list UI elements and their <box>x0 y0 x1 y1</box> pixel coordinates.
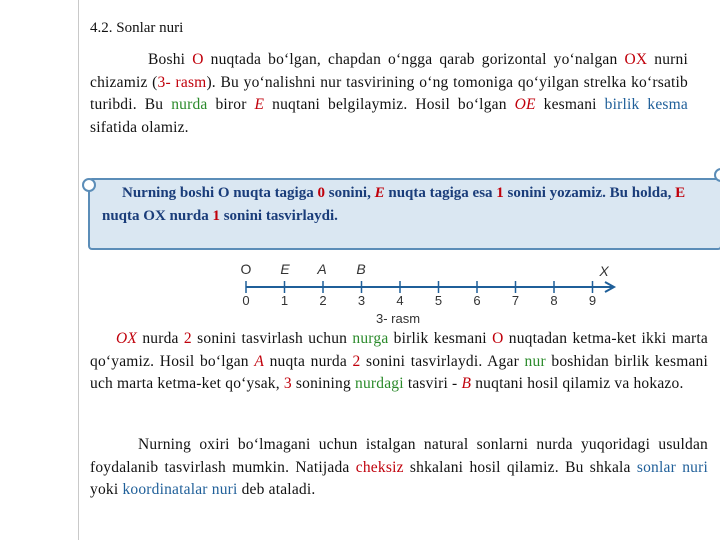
tick-label: 2 <box>319 293 327 308</box>
paragraph-intro: Boshi O nuqtada bo‘lgan, chapdan o‘ngga qarab gorizontal yo‘nalgan OX nurni chizamiz (3- rasm). Bu yo‘nalishni nur tasvirining o‘ng tomoniga qo‘yilgan strelka ko‘rsatib turibdi. Bu nurda biror E nuqtani belgilaymiz. Hosil bo‘lgan OE kesmani birlik kesma sifatida olamiz. <box>90 51 688 136</box>
scroll-curl-decoration <box>82 178 96 192</box>
tick-label: 7 <box>511 293 520 308</box>
margin-line <box>78 0 79 540</box>
tick-label: 8 <box>550 293 558 308</box>
point-label-O: O <box>240 261 252 277</box>
section-heading: 4.2. Sonlar nuri <box>90 20 184 36</box>
paragraph-representation: OX nurda 2 sonini tasvirlash uchun nurga birlik kesmani O nuqtadan ketma-ket ikki marta qo‘yamiz. Hosil bo‘lgan A nuqta nurda 2 sonini tasvirlaydi. Agar nur boshidan birlik kesmani uch marta ketma-ket qo‘ysak, 3 sonining nurdagi tasviri - B nuqtani hosil qilamiz va hokazo. <box>90 330 709 392</box>
point-label-B: B <box>356 261 366 277</box>
definition-text: Nurning boshi O nuqta tagiga 0 sonini, E nuqta tagiga esa 1 sonini yozamiz. Bu holda, E nuqta OX nurda 1 sonini tasvirlaydi. <box>102 185 686 224</box>
number-ray-figure <box>228 255 628 330</box>
figure-caption: 3- rasm <box>375 311 421 326</box>
tick-label: 4 <box>396 293 404 308</box>
paragraph-conclusion: Nurning oxiri bo‘lmagani uchun istalgan natural sonlarni nurda yuqoridagi usuldan foydalanib tasvirlash mumkin. Natijada cheksiz shkalani hosil qilamiz. Bu shkala sonlar nuri yoki koordinatalar nuri deb ataladi. <box>90 436 708 498</box>
point-label-A: A <box>317 261 327 277</box>
point-label-E: E <box>280 261 290 277</box>
tick-label: 0 <box>242 293 250 308</box>
tick-label: 3 <box>357 293 366 308</box>
point-label-X: X <box>599 263 609 279</box>
tick-label: 6 <box>473 293 481 308</box>
tick-label: 1 <box>280 293 289 308</box>
scroll-curl-decoration <box>714 168 720 182</box>
tick-label: 9 <box>588 293 597 308</box>
tick-label: 5 <box>434 293 443 308</box>
definition-box <box>88 178 720 250</box>
